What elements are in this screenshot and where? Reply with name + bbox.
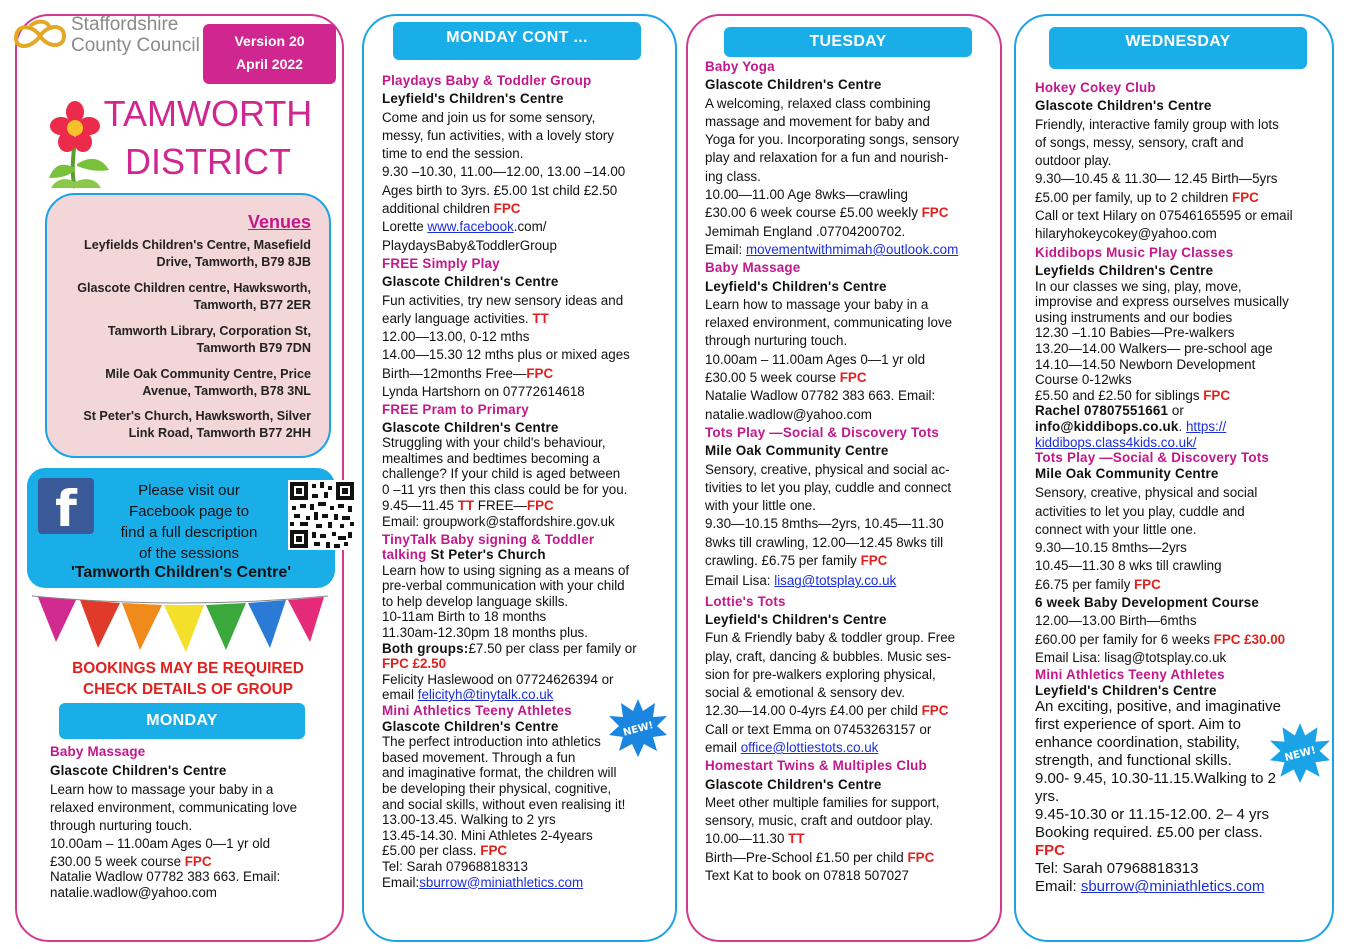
facebook-link[interactable]: www.facebook bbox=[427, 219, 514, 235]
event-text: yrs. bbox=[1035, 788, 1060, 806]
event-text: Meet other multiple families for support, bbox=[705, 794, 940, 810]
council-logo-text: Staffordshire County Council bbox=[71, 14, 200, 56]
event-venue: Leyfield's Children's Centre bbox=[382, 91, 564, 107]
council-knot-logo-icon bbox=[10, 16, 70, 58]
tuesday-listing bbox=[705, 58, 997, 885]
event-contact: Tel: Sarah 07968818313 bbox=[382, 858, 528, 874]
event-email: info@kiddibops.co.uk. https:// bbox=[1035, 418, 1227, 434]
event-price: 9.45—11.45 TT FREE—FPC bbox=[382, 497, 554, 513]
event-price: £30.00 6 week course £5.00 weekly FPC bbox=[705, 205, 949, 221]
event-text: sion for pre-walkers exploring physical, bbox=[705, 666, 936, 682]
facebook-promo[interactable] bbox=[27, 468, 335, 588]
event-text: relaxed environment, communicating love bbox=[50, 799, 298, 815]
event-text: Learn how to using signing as a means of bbox=[382, 562, 630, 578]
event-text: 10.00—11.00 Age 8wks—crawling bbox=[705, 187, 908, 203]
event-title-mini-athletics: Mini Athletics Teeny Athletes bbox=[1035, 667, 1225, 683]
event-text: 13.45-14.30. Mini Athletes 2-4years bbox=[382, 827, 593, 843]
event-price: additional children FPC bbox=[382, 201, 521, 217]
event-text: 9.45-10.30 or 11.15-12.00. 2– 4 yrs bbox=[1035, 806, 1270, 824]
event-text: Sensory, creative, physical and social bbox=[1035, 485, 1258, 501]
miniathletics-email-link[interactable]: sburrow@miniathletics.com bbox=[419, 874, 584, 890]
booking-notice: BOOKINGS MAY BE REQUIRED CHECK DETAILS OF GROUP bbox=[72, 660, 304, 698]
event-contact: Felicity Haslewood on 07724626394 or bbox=[382, 671, 614, 687]
event-text: 12.00—13.00, 0-12 mths bbox=[382, 329, 530, 345]
event-email: email office@lottiestots.co.uk bbox=[705, 739, 879, 755]
event-title-baby-massage: Baby Massage bbox=[705, 260, 801, 276]
event-title-baby-yoga: Baby Yoga bbox=[705, 59, 775, 74]
event-contact: Tel: Sarah 07968818313 bbox=[1035, 860, 1199, 878]
event-text: 14.10—14.50 Newborn Development bbox=[1035, 356, 1256, 372]
event-price: £5.00 per family, up to 2 children FPC bbox=[1035, 189, 1259, 205]
event-text: with your little one. bbox=[705, 498, 816, 514]
event-email: Email: groupwork@staffordshire.gov.uk bbox=[382, 514, 615, 530]
event-title-tinytalk: TinyTalk Baby signing & Toddler bbox=[382, 531, 595, 547]
venue-glascote: Glascote Children centre, Hawksworth, Tamworth, B77 2ER bbox=[77, 281, 311, 312]
event-text: activities to let you play, cuddle and bbox=[1035, 503, 1245, 519]
event-text: outdoor play. bbox=[1035, 153, 1112, 169]
event-email: Email: movementwithmimah@outlook.com bbox=[705, 241, 959, 257]
event-text: In our classes we sing, play, move, bbox=[1035, 278, 1242, 294]
event-email: Email Lisa: lisag@totsplay.co.uk bbox=[1035, 649, 1227, 665]
version-badge: Version 20 April 2022 bbox=[203, 24, 336, 84]
kiddibops-link[interactable]: https:// bbox=[1185, 418, 1227, 434]
event-title-mini-athletics: Mini Athletics Teeny Athletes bbox=[382, 703, 572, 719]
event-contact: Rachel 07807551661 or bbox=[1035, 403, 1184, 419]
event-text: time to end the session. bbox=[382, 146, 524, 162]
event-text: massage and movement for baby and bbox=[705, 113, 930, 129]
event-text: play and relaxation for a fun and nourish- bbox=[705, 150, 949, 166]
event-text: play, craft, dancing & bubbles. Music ses- bbox=[705, 648, 952, 664]
event-price: crawling. £6.75 per family FPC bbox=[705, 553, 888, 569]
kiddibops-link-line2[interactable]: kiddibops.class4kids.co.uk/ bbox=[1035, 434, 1197, 450]
event-text: Friendly, interactive family group with lots bbox=[1035, 116, 1279, 132]
event-email: Email: sburrow@miniathletics.com bbox=[1035, 878, 1265, 896]
event-text: ing class. bbox=[705, 168, 761, 184]
event-venue: Glascote Children's Centre bbox=[50, 763, 227, 779]
event-text: through nurturing touch. bbox=[705, 333, 848, 349]
event-title-hokey-cokey: Hokey Cokey Club bbox=[1035, 80, 1156, 95]
event-venue: Leyfield's Children's Centre bbox=[705, 611, 887, 627]
event-price: Birth—12months Free—FPC bbox=[382, 365, 554, 381]
event-venue: Glascote Children's Centre bbox=[382, 419, 559, 435]
event-text: based movement. Through a fun bbox=[382, 749, 576, 765]
event-text: A welcoming, relaxed class combining bbox=[705, 95, 931, 111]
event-text: Learn how to massage your baby in a bbox=[705, 296, 929, 312]
event-contact: Lorette www.facebook.com/ bbox=[382, 219, 547, 235]
totsplay-email-link[interactable]: lisag@totsplay.co.uk bbox=[774, 573, 897, 589]
venue-mile-oak: Mile Oak Community Centre, Price Avenue, Tamworth, B78 3NL bbox=[105, 367, 311, 398]
event-text: Come and join us for some sensory, bbox=[382, 109, 596, 125]
event-text: using instruments and our bodies bbox=[1035, 309, 1233, 325]
event-price: 12.30—14.00 0-4yrs £4.00 per child FPC bbox=[705, 703, 949, 719]
event-text: 10-11am Birth to 18 months bbox=[382, 609, 547, 625]
event-text: 10.45—11.30 8 wks till crawling bbox=[1035, 558, 1222, 574]
event-text: to help develop language skills. bbox=[382, 593, 569, 609]
event-text: connect with your little one. bbox=[1035, 521, 1197, 537]
district-title: TAMWORTH DISTRICT bbox=[103, 93, 313, 182]
event-text: first experience of sport. Aim to bbox=[1035, 716, 1241, 734]
event-text: mealtimes and bedtimes becoming a bbox=[382, 450, 601, 466]
venue-leyfields: Leyfields Children's Centre, Masefield Drive, Tamworth, B79 8JB bbox=[84, 238, 311, 269]
event-email: email felicityh@tinytalk.co.uk bbox=[382, 687, 554, 703]
event-contact: Natalie Wadlow 07782 383 663. Email: bbox=[50, 869, 281, 885]
event-price: Birth—Pre-School £1.50 per child FPC bbox=[705, 849, 935, 865]
event-contact: Natalie Wadlow 07782 383 663. Email: bbox=[705, 388, 936, 404]
event-text: 9.30—10.45 & 11.30— 12.45 Birth—5yrs bbox=[1035, 171, 1278, 187]
event-text: pre-verbal communication with your child bbox=[382, 578, 625, 594]
event-text: challenge? If your child is aged between bbox=[382, 466, 621, 482]
event-text: sensory, music, craft and outdoor play. bbox=[705, 813, 933, 829]
facebook-icon: f bbox=[38, 478, 94, 534]
event-text: and imaginative format, the children will bbox=[382, 765, 617, 781]
monday-cont-listing bbox=[382, 72, 674, 890]
event-text: of songs, messy, sensory, craft and bbox=[1035, 134, 1244, 150]
event-text: Fun & Friendly baby & toddler group. Free bbox=[705, 630, 956, 646]
event-text: 8wks till crawling, 12.00—12.45 8wks till bbox=[705, 534, 944, 550]
event-link bbox=[1035, 435, 1331, 451]
event-email: Email:sburrow@miniathletics.com bbox=[382, 874, 584, 890]
venue-library: Tamworth Library, Corporation St, Tamworth B79 7DN bbox=[107, 324, 311, 355]
monday-header: MONDAY bbox=[59, 703, 305, 739]
event-text: early language activities. TT bbox=[382, 310, 549, 326]
event-text: social & emotional & sensory dev. bbox=[705, 685, 905, 701]
event-text: Fun activities, try new sensory ideas and bbox=[382, 292, 624, 308]
event-text: Ages birth to 3yrs. £5.00 1st child £2.50 bbox=[382, 182, 618, 198]
venue-st-peters: St Peter's Church, Hawksworth, Silver Link Road, Tamworth B77 2HH bbox=[83, 409, 311, 440]
event-text: Struggling with your child's behaviour, bbox=[382, 435, 606, 451]
event-venue: Glascote Children's Centre bbox=[1035, 98, 1212, 114]
event-title-playdays: Playdays Baby & Toddler Group bbox=[382, 73, 592, 88]
event-text: through nurturing touch. bbox=[50, 818, 193, 834]
event-venue: Glascote Children's Centre bbox=[705, 77, 882, 93]
event-contact: Call or text Hilary on 07546165595 or email bbox=[1035, 208, 1293, 224]
new-badge-icon bbox=[607, 697, 669, 759]
event-text: 9.30—10.15 8mths—2yrs bbox=[1035, 540, 1187, 556]
event-text: 10.00am – 11.00am Ages 0—1 yr old bbox=[705, 351, 926, 367]
svg-text:NEW!: NEW! bbox=[622, 720, 655, 739]
event-price: Both groups:£7.50 per class per family or bbox=[382, 640, 637, 656]
event-text: messy, fun activities, with a lovely story bbox=[382, 127, 614, 143]
event-text: PlaydaysBaby&ToddlerGroup bbox=[382, 237, 557, 253]
miniathletics-email-link[interactable]: sburrow@miniathletics.com bbox=[1080, 878, 1265, 896]
event-text: 13.20—14.00 Walkers— pre-school age bbox=[1035, 340, 1273, 356]
tinytalk-email-link[interactable]: felicityh@tinytalk.co.uk bbox=[417, 687, 554, 703]
event-text: tivities to let you play, cuddle and connect bbox=[705, 479, 952, 495]
event-text: 10.00—11.30 TT bbox=[705, 831, 805, 847]
event-price: £5.50 and £2.50 for siblings FPC bbox=[1035, 387, 1231, 403]
event-email: hilaryhokeycokey@yahoo.com bbox=[1035, 226, 1217, 242]
event-text: 0 –11 yrs then this class could be for you. bbox=[382, 482, 628, 498]
facebook-promo-text: Please visit our Facebook page to find a full description of the sessions bbox=[120, 482, 258, 562]
event-venue: Glascote Children's Centre bbox=[705, 776, 882, 792]
venues-box bbox=[45, 193, 331, 458]
event-price-fpc: FPC bbox=[1035, 842, 1065, 860]
event-title-tinytalk-line2: talking St Peter's Church bbox=[382, 547, 546, 563]
event-title-tots-play: Tots Play —Social & Discovery Tots bbox=[1035, 450, 1270, 466]
event-text: improvise and express ourselves musically bbox=[1035, 294, 1289, 310]
wednesday-header: WEDNESDAY bbox=[1049, 27, 1307, 69]
bunting-decoration-icon bbox=[30, 592, 330, 654]
event-title-homestart: Homestart Twins & Multiples Club bbox=[705, 758, 927, 774]
monday-listing bbox=[50, 743, 340, 901]
event-text: be developing their physical, cognitive, bbox=[382, 781, 612, 796]
event-title-baby-massage: Baby Massage bbox=[50, 744, 146, 759]
event-contact: Text Kat to book on 07818 507027 bbox=[705, 868, 909, 884]
event-text: Booking required. £5.00 per class. bbox=[1035, 824, 1263, 842]
event-email: natalie.wadlow@yahoo.com bbox=[705, 406, 872, 422]
event-title-kiddibops: Kiddibops Music Play Classes bbox=[1035, 244, 1234, 260]
event-venue: Mile Oak Community Centre bbox=[705, 443, 889, 459]
event-contact: Lynda Hartshorn on 07772614618 bbox=[382, 384, 585, 400]
lottiestots-email-link[interactable]: office@lottiestots.co.uk bbox=[740, 739, 879, 755]
event-text: 9.30—10.15 8mths—2yrs, 10.45—11.30 bbox=[705, 516, 944, 532]
event-venue: Glascote Children's Centre bbox=[382, 718, 559, 734]
event-title-simply-play: FREE Simply Play bbox=[382, 255, 500, 271]
venues-title: Venues bbox=[247, 212, 311, 232]
event-text: Learn how to massage your baby in a bbox=[50, 781, 274, 797]
event-venue: Mile Oak Community Centre bbox=[1035, 465, 1219, 481]
event-text: 12.00—13.00 Birth—6mths bbox=[1035, 613, 1197, 629]
event-text: and social skills, without even realising it! bbox=[382, 796, 626, 812]
event-price: £5.00 per class. FPC bbox=[382, 843, 508, 859]
event-text: 9.30 –10.30, 11.00—12.00, 13.00 –14.00 bbox=[382, 164, 626, 180]
yoga-email-link[interactable]: movementwithmimah@outlook.com bbox=[745, 241, 959, 257]
event-text: 12.30 –1.10 Babies—Pre-walkers bbox=[1035, 325, 1235, 341]
facebook-page-name: 'Tamworth Children's Centre' bbox=[70, 564, 292, 581]
event-email: natalie.wadlow@yahoo.com bbox=[50, 884, 217, 900]
event-text: strength, and functional skills. bbox=[1035, 752, 1232, 770]
event-price: £30.00 5 week course FPC bbox=[705, 370, 867, 386]
event-venue: Leyfield's Children's Centre bbox=[705, 278, 887, 294]
event-price: £6.75 per family FPC bbox=[1035, 576, 1161, 592]
event-venue: Glascote Children's Centre bbox=[382, 274, 559, 290]
event-text: 14.00—15.30 12 mths plus or mixed ages bbox=[382, 347, 630, 363]
event-text: enhance coordination, stability, bbox=[1035, 734, 1240, 752]
event-price: £30.00 5 week course FPC bbox=[50, 853, 212, 869]
event-title-pram-to-primary: FREE Pram to Primary bbox=[382, 402, 529, 418]
event-venue: Leyfield's Children's Centre bbox=[1035, 682, 1217, 698]
event-price: £60.00 per family for 6 weeks FPC £30.00 bbox=[1035, 631, 1286, 647]
event-text: 9.00- 9.45, 10.30-11.15.Walking to 2 bbox=[1035, 770, 1276, 788]
monday-cont-header: MONDAY CONT ... bbox=[393, 22, 641, 60]
event-subtitle: 6 week Baby Development Course bbox=[1035, 595, 1260, 611]
event-text: Yoga for you. Incorporating songs, sensory bbox=[705, 132, 960, 148]
event-contact: Jemimah England .07704200702. bbox=[705, 223, 906, 239]
event-text: relaxed environment, communicating love bbox=[705, 315, 953, 331]
event-price-fpc: FPC £2.50 bbox=[382, 656, 447, 672]
event-title-lotties-tots: Lottie's Tots bbox=[705, 593, 786, 609]
qr-code-icon bbox=[288, 480, 356, 550]
event-venue: Leyfields Children's Centre bbox=[1035, 262, 1214, 278]
event-text: Sensory, creative, physical and social ac- bbox=[705, 461, 950, 477]
tuesday-header: TUESDAY bbox=[724, 27, 972, 57]
new-badge-icon bbox=[1268, 721, 1332, 785]
event-title-tots-play: Tots Play —Social & Discovery Tots bbox=[705, 424, 940, 440]
event-text: An exciting, positive, and imaginative bbox=[1035, 698, 1281, 716]
event-email: Email Lisa: lisag@totsplay.co.uk bbox=[705, 573, 897, 589]
event-text: The perfect introduction into athletics bbox=[382, 734, 601, 750]
svg-text:NEW!: NEW! bbox=[1283, 744, 1318, 764]
event-text: 10.00am – 11.00am Ages 0—1 yr old bbox=[50, 836, 271, 852]
event-contact: Call or text Emma on 07453263157 or bbox=[705, 721, 932, 737]
event-text: 11.30am-12.30pm 18 months plus. bbox=[382, 625, 588, 641]
event-text: 13.00-13.45. Walking to 2 yrs bbox=[382, 812, 556, 828]
event-text: Course 0-12wks bbox=[1035, 372, 1132, 388]
